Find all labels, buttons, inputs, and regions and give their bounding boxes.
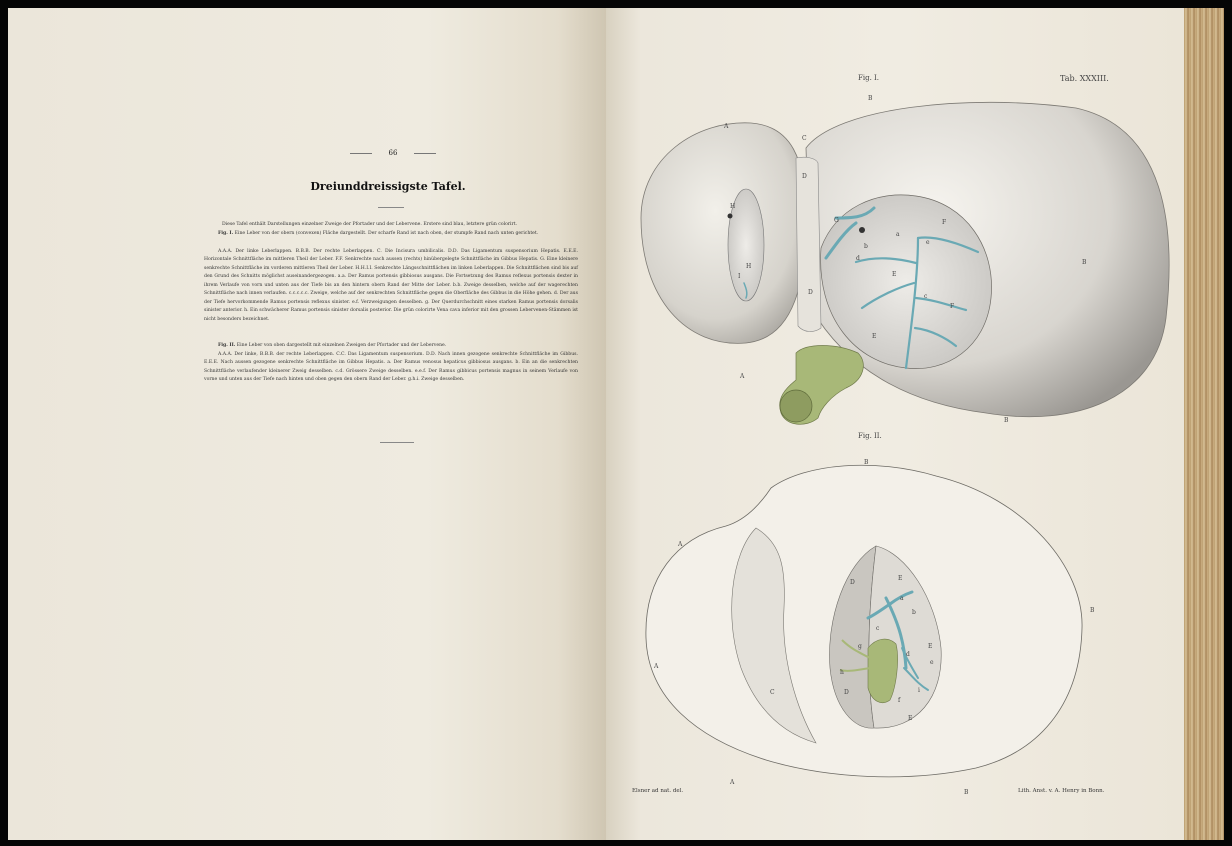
fig2-heading: Fig. II.	[218, 343, 236, 348]
fig1-letter-D: D	[802, 173, 807, 180]
fig1-letter-d: d	[856, 255, 860, 262]
fig1-heading: Fig. I.	[218, 231, 234, 236]
fig2-legend-text: A.A.A. Der linke, B.B.B. der rechte Leberlappen. C.C. Das Ligamentum suspensorium. D.D. Nach innen gezogene senkrechte Schnittfläche im Gibbus. E.E.E. Nach aussen gezogene senkrechte Schnittfläche im Gibbus Hepatis. a. Der Ramus venosus hepaticus gibbiosus ausgans. b. Ein an die senkrechten Schnittfläche verlaufender kleinerer Zweig desselben. c.d. Grössere Zweige desselben. e.e.f. Der Ramus gibbicus portensis magnus in seinem Verlaufe von vorne und unten aus der Tiefe nach hinten und oben gegen den obern Rand der Leber. g.h.i. Zweige desselben.	[204, 352, 578, 383]
fig1-letter-F: F	[942, 219, 947, 226]
fig2-intro-text: Eine Leber von oben dargestellt mit einzelnen Zweigen der Pfortader und der Lebervene.	[236, 343, 447, 348]
fig1-letter-a: a	[896, 231, 900, 238]
fig2-letter-A: A	[730, 779, 735, 786]
fig1-letter-e: e	[926, 239, 930, 246]
fig1-letter-C: C	[802, 135, 807, 142]
fig1-vessel-section-small	[728, 214, 733, 219]
lithographer-credit: Lith. Anst. v. A. Henry in Bonn.	[1018, 788, 1105, 794]
right-page	[606, 8, 1184, 840]
fig2-caption	[204, 342, 578, 350]
fig2-letter-i: i	[918, 687, 920, 694]
fig2-letter-D: D	[844, 689, 849, 696]
fig2-letter-E: E	[928, 643, 933, 650]
fig1-legend	[204, 248, 578, 324]
page-number: 66	[348, 149, 438, 157]
fig1-letter-D: D	[808, 289, 813, 296]
fig2-letter-C: C	[770, 689, 775, 696]
intro-paragraph	[204, 221, 578, 229]
fig2-letter-a: a	[900, 595, 904, 602]
fig1-letter-E: E	[892, 271, 897, 278]
fig1-letter-A: A	[724, 123, 729, 130]
fig1-letter-E: E	[872, 333, 877, 340]
fig1-letter-A: A	[740, 373, 745, 380]
fig2-legend	[204, 351, 578, 385]
fig2-letter-b: b	[912, 609, 916, 616]
fig1-label: Fig. I.	[858, 74, 880, 82]
fig1-vena-opening	[780, 390, 812, 422]
fig2-letter-g: g	[858, 643, 862, 650]
fig2-letter-E: E	[908, 715, 913, 722]
fig1-intro-text: Eine Leber von der obern (convexen) Fläche dargestellt. Der scharfe Rand ist nach oben, der stumpfe Rand nach unten gerichtet.	[234, 231, 539, 236]
fig1-legend-text: A.A.A. Der linke Leberlappen. B.B.B. Der rechte Leberlappen. C. Die Incisura umbilicalis. D.D. Das Ligamentum suspensorium Hepatis. E.E.E. Horizontale Schnittfläche im mittleren Theil der Leber. F.F. Senkrechte nach aussen (rechts) hinübergelegte Schnittfläche im Gibbus Hepatis. G. Eine kleinere senkrechte Schnittfläche im vorderen mittleren Theil der Leber. H.H.I.I. Senkrechte Längsschnittflächen im linken Leberlappen. Die Schnittflächen sind bis auf den Grund des Schnitts möglichst auseinandergezogen. a.a. Der Ramus portensis gibbiosus ausgans. Die Fortsetzung des Ramus reflexus portensis dexter in ihrem Verlaufe von vorn und unten aus der Tiefe bis an den hintern obern Rand der Mitte der Leber. b.b. Zweige desselben, welche auf der wagerechten Schnittfläche nach innen verlaufen. c.c.c.c.c. Zweige, welche auf der senkrechten Schnittfläche gegen die Oberfläche des Gibbus in die Höhe gehen. d. Der aus der Tiefe hervorkommende Ramus portensis reflexus sinister. e.f. Verzweigungen desselben. g. Der Querdurchschnitt eines starken Ramus portensis dorsalis sinister anterior. h. Ein schwächerer Ramus portensis sinister dorsalis posterior. Die grün colorirte Vena cava inferior mit den grossen Lebervenen-Stämmen ist nicht besonders bezeichnet.	[204, 249, 578, 322]
fig1-letter-B: B	[1004, 417, 1009, 424]
fig1-letter-H: H	[746, 263, 752, 270]
left-page	[8, 8, 606, 840]
fig1-letter-B: B	[868, 95, 873, 102]
fig1-caption	[204, 230, 578, 238]
fig2-letter-B: B	[1090, 607, 1095, 614]
fig1-letter-B: B	[1082, 259, 1087, 266]
artist-credit: Elsner ad nat. del.	[632, 788, 684, 794]
fig2-letter-A: A	[654, 663, 659, 670]
fig1-letter-F: F	[950, 303, 955, 310]
fig2-letter-f: f	[898, 697, 901, 704]
fig1-letter-I: I	[738, 273, 741, 280]
fig1-illustration	[606, 8, 1184, 840]
book-page-edges	[1184, 8, 1224, 840]
fig2-letter-e: e	[930, 659, 934, 666]
plate-number: Tab. XXXIII.	[1060, 74, 1109, 83]
fig2-letter-c: c	[876, 625, 880, 632]
fig2-letter-B: B	[864, 459, 869, 466]
fig2-letter-d: d	[906, 651, 910, 658]
fig1-letter-b: b	[864, 243, 868, 250]
fig2-letter-h: h	[840, 669, 844, 676]
title-rule	[378, 207, 404, 208]
closing-rule	[380, 442, 414, 443]
fig2-label: Fig. II.	[858, 432, 882, 440]
fig1-letter-G: G	[834, 217, 839, 224]
fig1-letter-c: c	[924, 293, 928, 300]
fig2-letter-A: A	[678, 541, 683, 548]
fig1-vessel-section	[859, 227, 865, 233]
fig1-letter-H: H	[730, 203, 736, 210]
fig2-letter-E: E	[898, 575, 903, 582]
fig2-letter-D: D	[850, 579, 855, 586]
plate-title: Dreiunddreissigste Tafel.	[310, 180, 466, 193]
fig1-ligament	[796, 157, 821, 331]
intro-text: Diese Tafel enthält Darstellungen einzelner Zweige der Pfortader und der Lebervene. Erstere sind blau, letztere grün colorirt.	[222, 222, 518, 227]
fig2-letter-B: B	[964, 789, 969, 796]
fig1-left-lobe	[641, 123, 806, 344]
